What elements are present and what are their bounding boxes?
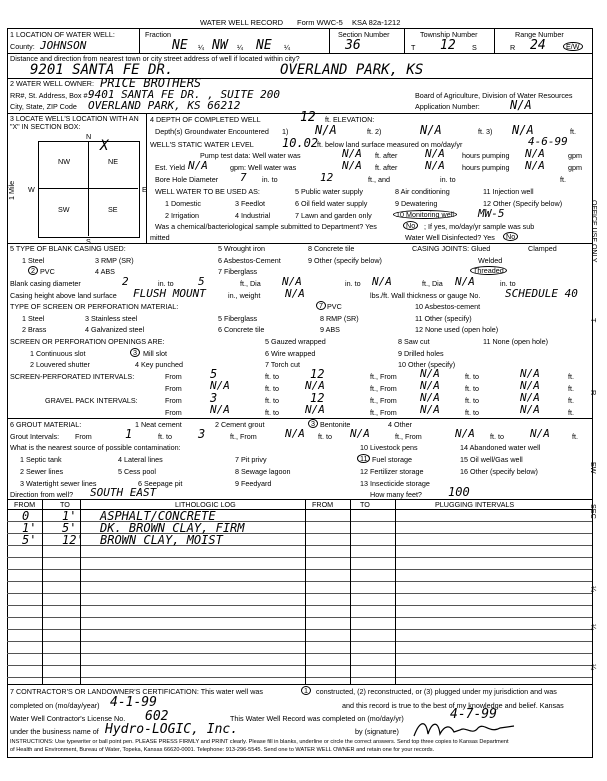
form-number: Form WWC-5 — [297, 18, 343, 27]
log-row-3-desc: BROWN CLAY, MOIST — [100, 533, 223, 547]
static-date: 4-6-99 — [528, 135, 568, 148]
fraction-1: NE — [172, 38, 188, 53]
section3-header: 3 LOCATE WELL'S LOCATION WITH AN "X" IN SECTION BOX: — [10, 116, 139, 131]
section1-header: 1 LOCATION OF WATER WELL: — [10, 30, 115, 39]
log-rule — [7, 617, 592, 618]
chem-no-circled: No — [403, 221, 418, 230]
log-row-1-desc: ASPHALT/CONCRETE — [100, 509, 216, 523]
log-row-1-from: 0 — [22, 509, 30, 523]
gauge-value: SCHEDULE 40 — [505, 287, 578, 300]
application-value: N/A — [510, 98, 532, 112]
use-monitoring-circled: 10 Monitoring well — [393, 210, 457, 219]
log-rule — [7, 605, 592, 606]
log-row-2-from: 1' — [22, 521, 37, 535]
log-row-2-desc: DK. BROWN CLAY, FIRM — [100, 521, 245, 535]
section7-header: 7 CONTRACTOR'S OR LANDOWNER'S CERTIFICATION: This water well was — [10, 687, 264, 696]
log-rule — [7, 653, 592, 654]
log-row-3-to: 12' — [62, 533, 84, 547]
screen-pvc-circled: 7 — [316, 301, 326, 310]
application-label: Application Number: — [415, 102, 480, 111]
mill-slot-circled: 3 — [130, 348, 140, 357]
section-label: Section Number — [338, 30, 390, 39]
business-name: Hydro-LOGIC, Inc. — [105, 722, 239, 737]
fraction-3: NE — [256, 38, 272, 53]
record-date: 4-7-99 — [450, 707, 497, 722]
license-number: 602 — [145, 709, 169, 724]
log-row-2-to: 5' — [62, 521, 77, 535]
csz-label: City, State, ZIP Code — [10, 102, 77, 111]
office-use-label: OFFICE USE ONLY — [590, 200, 597, 263]
groundwater-2: N/A — [420, 123, 442, 137]
log-rule — [7, 665, 592, 666]
county-value: JOHNSON — [40, 39, 87, 52]
owner-street: 9401 SANTA FE DR. , SUITE 200 — [88, 88, 281, 101]
completed-date: 4-1-99 — [110, 695, 157, 710]
bentonite-circled: 3 — [308, 419, 318, 428]
section4-header: 4 DEPTH OF COMPLETED WELL — [150, 115, 261, 124]
feet-value: 100 — [448, 485, 470, 499]
casing-height: FLUSH MOUNT — [133, 287, 206, 300]
owner-name: PRICE BROTHERS — [100, 76, 202, 90]
log-rule — [7, 677, 592, 678]
owner-csz: OVERLAND PARK, KS 66212 — [88, 99, 241, 112]
groundwater-label: Depth(s) Groundwater Encountered — [155, 127, 269, 136]
distance-label: Distance and direction from nearest town or city street address of well if located within city? — [10, 54, 300, 63]
ew-circle: E/W — [563, 42, 583, 51]
section-value: 36 — [345, 38, 361, 53]
board-text: Board of Agriculture, Division of Water Resources — [415, 91, 573, 100]
constructed-circled: 1 — [301, 686, 311, 695]
static-label: WELL'S STATIC WATER LEVEL — [150, 140, 254, 149]
fraction-label: Fraction — [145, 30, 171, 39]
log-rule — [7, 581, 592, 582]
groundwater-3: N/A — [512, 123, 534, 137]
monitoring-well-id: MW-5 — [478, 207, 505, 220]
township-value: 12 — [440, 38, 456, 53]
log-rule — [7, 629, 592, 630]
section2-header: 2 WATER WELL OWNER: — [10, 79, 94, 88]
instructions-2: of Health and Environment, Bureau of Water, Topeka, Kansas 66620-0001. Telephone: 913-296-5545. Send one to WATER WELL OWNER and retain one for your records. — [10, 747, 435, 753]
direction-value: SOUTH EAST — [90, 486, 157, 499]
location-mark: X — [100, 138, 109, 154]
log-rule — [7, 569, 592, 570]
log-row-1-to: 1' — [62, 509, 77, 523]
form-title: WATER WELL RECORD — [200, 18, 284, 27]
instructions-1: INSTRUCTIONS: Use typewriter or ball point pen. PLEASE PRESS FIRMLY and PRINT clearly. Please fill in blanks, underline or circle the correct answers. Send top three copies to Kansas Department — [10, 739, 509, 745]
casing-pvc-circled: 2 — [28, 266, 38, 275]
depth-value: 12 — [300, 110, 316, 125]
section-box — [38, 138, 140, 238]
log-row-3-from: 5' — [22, 533, 37, 547]
range-value: 24 — [530, 38, 546, 53]
log-rule — [7, 521, 592, 522]
log-rule — [7, 593, 592, 594]
well-city: OVERLAND PARK, KS — [280, 62, 424, 78]
form-ksa: KSA 82a-1212 — [352, 18, 401, 27]
section5-header: 5 TYPE OF BLANK CASING USED: — [10, 244, 126, 253]
static-value: 10.02 — [282, 136, 319, 150]
township-label: Township Number — [420, 30, 478, 39]
groundwater-1: N/A — [315, 123, 337, 137]
disinfected-no-circled: No — [503, 232, 518, 241]
log-rule — [7, 557, 592, 558]
county-label: County: — [10, 42, 35, 51]
log-rule — [7, 533, 592, 534]
address-label: RR#, St. Address, Box # : — [10, 91, 92, 100]
fraction-2: NW — [212, 38, 228, 53]
mile-label: 1 Mile — [7, 180, 16, 200]
range-label: Range Number — [515, 30, 564, 39]
fuel-storage-circled: 11 — [357, 454, 370, 463]
log-rule — [7, 641, 592, 642]
section6-header: 6 GROUT MATERIAL: — [10, 420, 82, 429]
well-address: 9201 SANTA FE DR. — [30, 62, 174, 78]
log-rule — [7, 545, 592, 546]
threaded-circled: Threaded — [470, 266, 507, 275]
